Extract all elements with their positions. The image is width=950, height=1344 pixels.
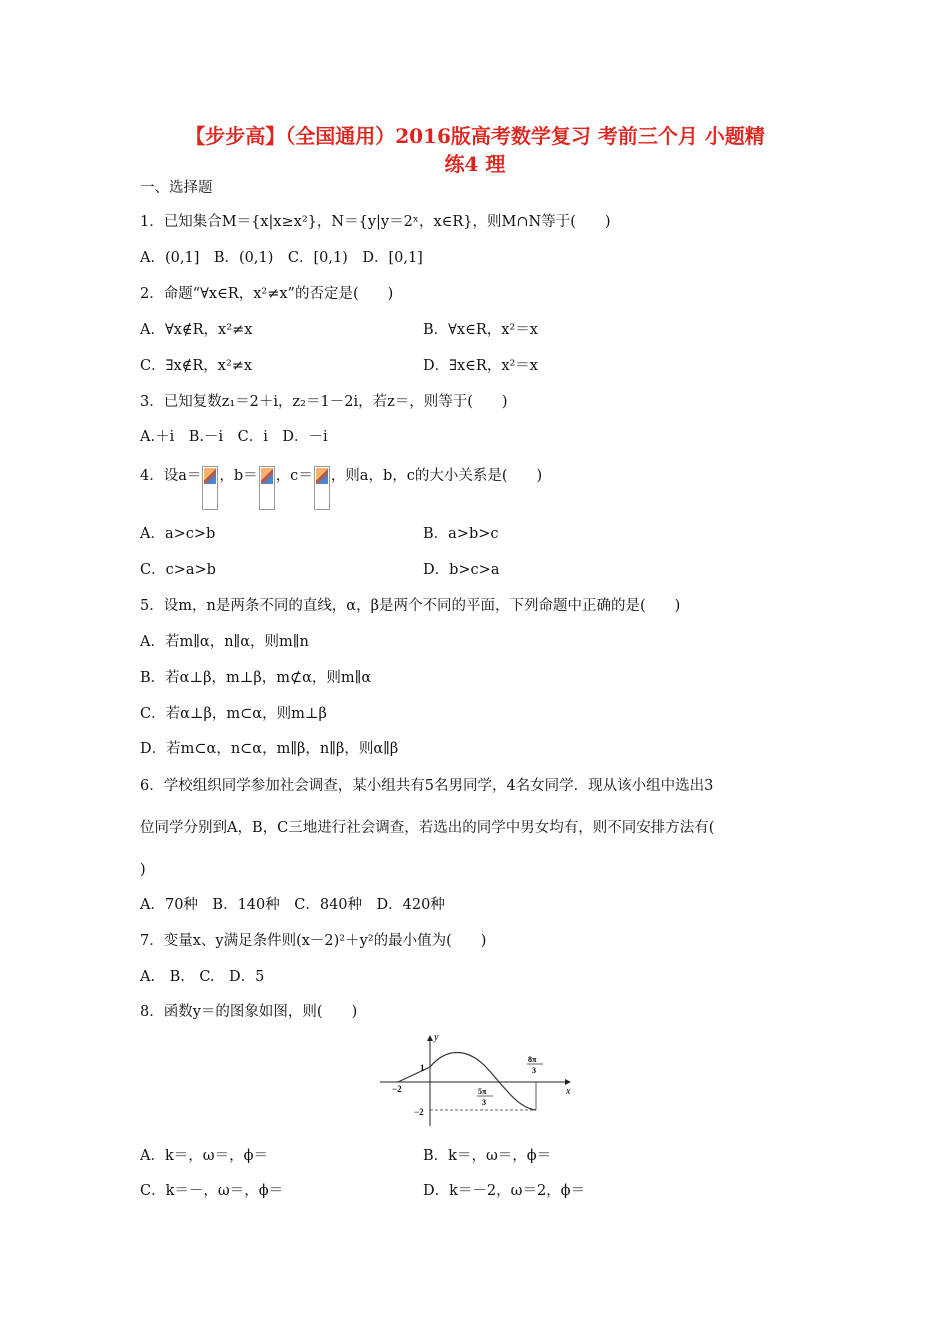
q8-option-b: B．k＝，ω＝，ϕ＝ bbox=[423, 1148, 552, 1164]
q4-option-b: B．a>b>c bbox=[423, 526, 499, 542]
q6-options: A．70种 B．140种 C．840种 D．420种 bbox=[140, 897, 445, 913]
y-axis-label: y bbox=[434, 1032, 439, 1043]
q4-c-label: ，c＝ bbox=[275, 468, 313, 484]
q4-a-label: a＝ bbox=[178, 468, 202, 484]
x-tick-8pi-den: 3 bbox=[532, 1066, 536, 1075]
q4-option-d: D．b>c>a bbox=[423, 562, 500, 578]
q5-option-d: D．若m⊂α，n⊂α，m∥β，n∥β，则α∥β bbox=[140, 741, 399, 757]
x-tick-neg2: −2 bbox=[392, 1084, 402, 1094]
q8-stem: 8．函数y＝的图象如图，则( ) bbox=[140, 1004, 358, 1020]
q4-option-c: C．c>a>b bbox=[140, 562, 216, 578]
q4-suffix: ，则a，b，c的大小关系是( ) bbox=[330, 468, 543, 484]
document-title-line1: 【步步高】（全国通用）2016版高考数学复习 考前三个月 小题精 bbox=[185, 124, 765, 148]
q7-stem: 7．变量x、y满足条件则(x－2)²＋y²的最小值为( ) bbox=[140, 933, 487, 949]
section-heading: 一、选择题 bbox=[140, 180, 213, 196]
q2-option-d: D．∃x∈R，x²＝x bbox=[423, 358, 538, 374]
q2-option-c: C．∃x∉R，x²≠x bbox=[140, 358, 253, 374]
q1-options: A．(0,1] B．(0,1) C．[0,1) D．[0,1] bbox=[140, 250, 423, 266]
q4-a-image bbox=[202, 466, 218, 510]
q8-option-c: C．k＝－，ω＝，ϕ＝ bbox=[140, 1183, 284, 1199]
q2-option-a: A．∀x∉R，x²≠x bbox=[140, 322, 253, 338]
x-axis-label: x bbox=[566, 1086, 571, 1097]
q4-b-image bbox=[259, 466, 275, 510]
x-tick-5pi-num: 5π bbox=[478, 1087, 487, 1096]
function-graph bbox=[376, 1030, 576, 1130]
q6-line1: 6．学校组织同学参加社会调查，某小组共有5名男同学，4名女同学．现从该小组中选出3 bbox=[140, 778, 714, 794]
q2-stem: 2．命题“∀x∈R，x²≠x”的否定是( ) bbox=[140, 286, 394, 302]
q2-option-b: B．∀x∈R，x²＝x bbox=[423, 322, 538, 338]
q1-stem: 1．已知集合M＝{x|x≥x²}，N＝{y|y＝2ˣ，x∈R}，则M∩N等于( ) bbox=[140, 214, 611, 230]
q5-option-c: C．若α⊥β，m⊂α，则m⊥β bbox=[140, 706, 327, 722]
q4-option-a: A．a>c>b bbox=[140, 526, 216, 542]
function-curve bbox=[398, 1052, 536, 1110]
document-title-line2: 练4 理 bbox=[444, 152, 506, 176]
q6-line3: ) bbox=[140, 862, 146, 878]
q7-options: A. B. C. D．5 bbox=[140, 969, 265, 985]
q5-option-b: B．若α⊥β，m⊥β，m⊄α，则m∥α bbox=[140, 670, 372, 686]
x-tick-5pi-den: 3 bbox=[482, 1098, 486, 1107]
q4-stem bbox=[140, 466, 542, 510]
q8-option-d: D．k＝－2，ω＝2，ϕ＝ bbox=[423, 1183, 586, 1199]
q4-b-label: ，b＝ bbox=[219, 468, 258, 484]
q3-options: A.＋i B.－i C．i D．－i bbox=[140, 429, 328, 445]
q5-stem: 5．设m，n是两条不同的直线，α，β是两个不同的平面，下列命题中正确的是( ) bbox=[140, 598, 681, 614]
x-tick-8pi-num: 8π bbox=[528, 1055, 537, 1064]
q4-prefix: 4．设 bbox=[140, 468, 179, 484]
q6-line2: 位同学分别到A，B，C三地进行社会调查，若选出的同学中男女均有，则不同安排方法有( bbox=[140, 820, 715, 836]
q4-c-image bbox=[314, 466, 330, 510]
q3-stem: 3．已知复数z₁＝2＋i，z₂＝1－2i，若z＝，则等于( ) bbox=[140, 394, 508, 410]
q5-option-a: A．若m∥α，n∥α，则m∥n bbox=[140, 634, 309, 650]
y-tick-1: 1 bbox=[420, 1063, 425, 1073]
y-tick-neg2: −2 bbox=[414, 1107, 424, 1117]
q8-option-a: A．k＝，ω＝，ϕ＝ bbox=[140, 1148, 268, 1164]
